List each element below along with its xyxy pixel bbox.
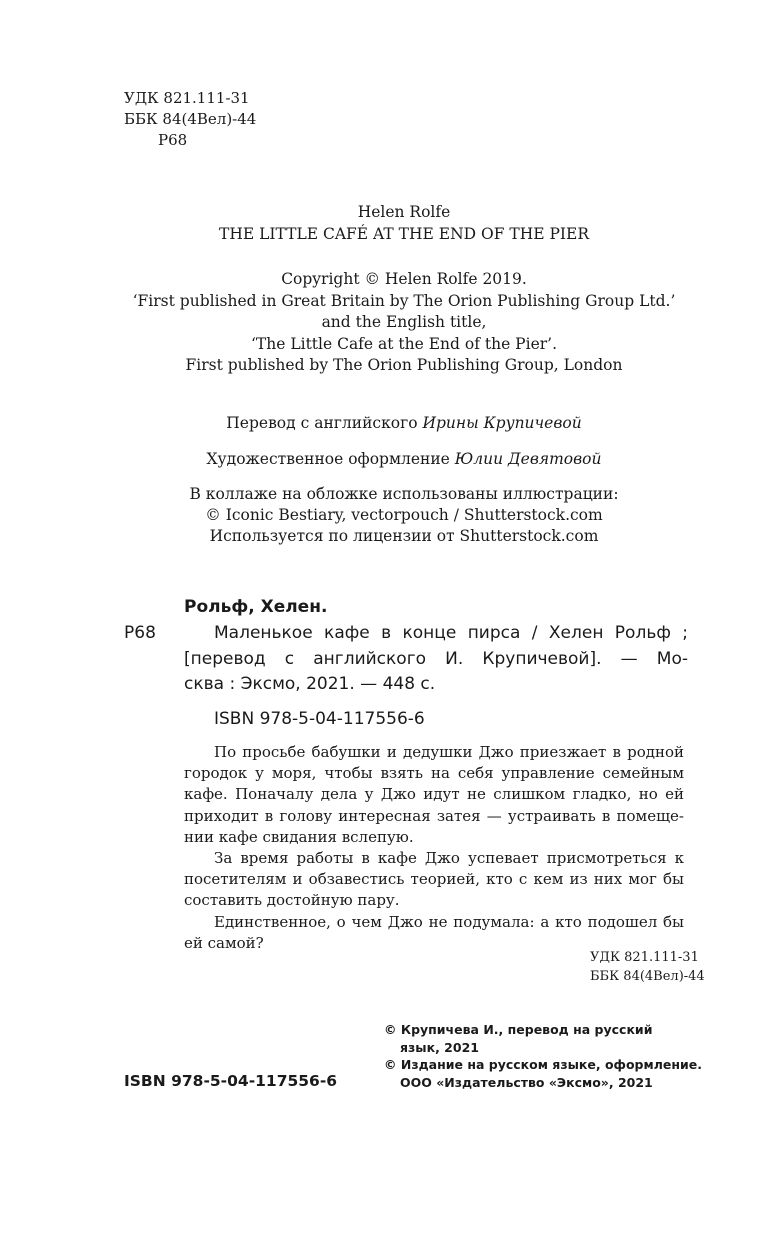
annotation-line: составить достойную пару. — [184, 891, 400, 910]
translation-credit — [0, 413, 768, 433]
collage-line: В коллаже на обложке использованы иллюстрации: — [189, 485, 619, 503]
annotation-line: нии кафе свидания вслепую. — [184, 827, 414, 846]
classification-bottom — [590, 948, 705, 986]
copyright-line: and the English title, — [321, 313, 487, 331]
catalog-line: Маленькое кафе в конце пирса / Хелен Рольф ; — [214, 623, 688, 643]
catalog-description — [184, 621, 688, 698]
copyright-line: ‘The Little Cafe at the End of the Pier’. — [250, 334, 558, 353]
designer-name: Юлии Девятовой — [454, 450, 602, 468]
copyright-line: ‘First published in Great Britain by The Orion Publishing Group Ltd.’ — [132, 291, 676, 310]
bbk-code: ББК 84(4Вел)-44 — [590, 969, 705, 984]
annotation-line: Единственное, о чем Джо не подумала: а кто подошел бы — [214, 912, 684, 931]
original-title: THE LITTLE CAFÉ AT THE END OF THE PIER — [218, 224, 590, 243]
catalog-call-number: Р68 — [124, 623, 156, 643]
cover-illustration-credit — [0, 484, 768, 547]
udk-code: УДК 821.111-31 — [124, 89, 250, 107]
collage-line: Используется по лицензии от Shutterstock.com — [209, 527, 599, 545]
bbk-code: ББК 84(4Вел)-44 — [124, 110, 257, 128]
rights-line: © Издание на русском языке, оформление. — [384, 1057, 702, 1072]
translator-name: Ирины Крупичевой — [422, 414, 582, 432]
annotation — [184, 742, 684, 954]
rights-line: ООО «Издательство «Эксмо», 2021 — [400, 1074, 653, 1090]
collage-line: © Iconic Bestiary, vectorpouch / Shutterstock.com — [205, 506, 603, 524]
translation-prefix: Перевод с английского — [226, 414, 423, 432]
catalog-isbn: ISBN 978-5-04-117556-6 — [214, 709, 425, 729]
rights-line: язык, 2021 — [400, 1039, 479, 1055]
annotation-paragraph — [184, 742, 684, 848]
annotation-paragraph — [184, 848, 684, 912]
footer-isbn: ISBN 978-5-04-117556-6 — [124, 1072, 338, 1090]
rights-notice — [384, 1021, 704, 1091]
annotation-line: За время работы в кафе Джо успевает присмотреться к — [214, 849, 684, 868]
annotation-line: приходит в голову интересная затея — устраивать в помеще- — [184, 806, 684, 825]
annotation-line: По просьбе бабушки и дедушки Джо приезжает в родной — [214, 743, 684, 761]
copyright-line: First published by The Orion Publishing Group, London — [185, 356, 623, 374]
design-prefix: Художественное оформление — [206, 450, 455, 468]
annotation-line: городок у моря, чтобы взять на себя управление семейным — [184, 764, 684, 783]
copyright-line: Copyright © Helen Rolfe 2019. — [281, 270, 527, 288]
classification-top — [124, 88, 256, 151]
catalog-line: [перевод с английского И. Крупичевой]. — Мо- — [184, 648, 688, 669]
author-mark: Р68 — [158, 131, 188, 149]
copyright-notice — [0, 269, 768, 377]
annotation-line: ей самой? — [184, 933, 264, 952]
catalog-author-heading: Рольф, Хелен. — [184, 597, 328, 617]
udk-code: УДК 821.111-31 — [590, 950, 699, 965]
annotation-line: посетителям и обзавестись теорией, кто с кем из них мог бы — [184, 870, 684, 889]
original-author: Helen Rolfe — [357, 203, 451, 221]
annotation-line: кафе. Поначалу дела у Джо идут не слишком гладко, но ей — [184, 785, 684, 804]
original-edition — [0, 202, 768, 245]
catalog-line: сква : Эксмо, 2021. — 448 с. — [184, 674, 436, 694]
design-credit — [0, 449, 768, 469]
rights-line: © Крупичева И., перевод на русский — [384, 1022, 653, 1037]
